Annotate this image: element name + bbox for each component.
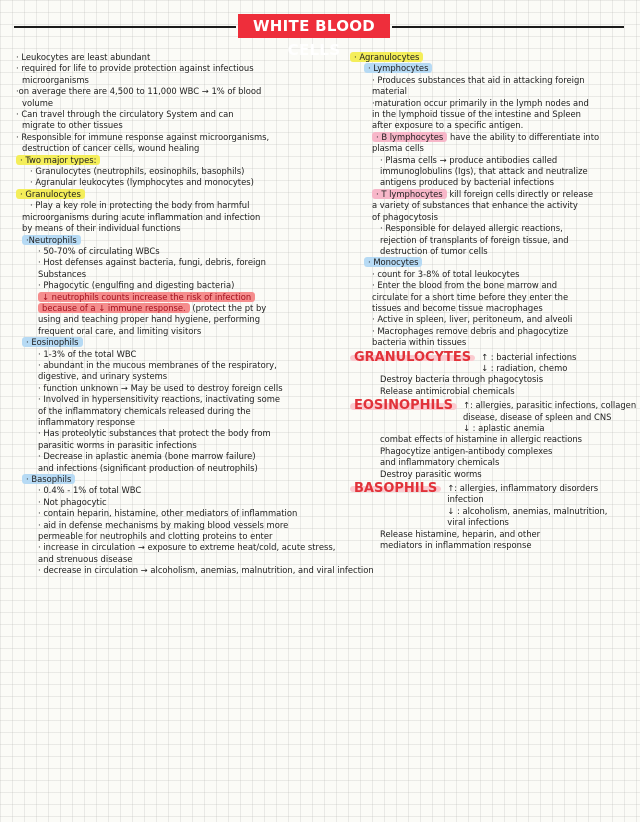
b-lymphocytes-heading: · B lymphocytes (372, 132, 447, 142)
basophils-item: permeable for neutrophils and clotting proteins to enter (38, 531, 273, 542)
basophils-item: · increase in circulation → exposure to extreme heat/cold, acute stress, (38, 542, 336, 553)
granulocytes-summary-heading: GRANULOCYTES (350, 352, 475, 363)
basophils-item: · 0.4% - 1% of total WBC (38, 485, 142, 496)
lymphocytes-item: ·maturation occur primarily in the lymph nodes and (372, 97, 589, 108)
granulocytes-desc: · Play a key role in protecting the body from harmful (30, 200, 250, 211)
eosinophils-heading: · Eosinophils (22, 337, 83, 347)
granulocytes-function: Release antimicrobial chemicals (380, 385, 515, 396)
eosinophils-item: · 1-3% of the total WBC (38, 348, 137, 359)
eosinophils-item: · abundant in the mucous membranes of the respiratory, (38, 359, 277, 370)
eosinophils-function: Destroy parasitic worms (380, 468, 482, 479)
eosinophils-item: and infections (significant production of neutrophils) (38, 462, 258, 473)
neutrophils-heading: ·Neutrophils (22, 235, 81, 245)
monocytes-item: tissues and become tissue macrophages (372, 302, 543, 313)
t-lymphocytes-desc: kill foreign cells directly or release (446, 188, 594, 199)
intro-line: microorganisms (22, 74, 89, 85)
intro-line: · Responsible for immune response against microorganisms, (16, 131, 270, 142)
eosinophils-change: ↓ : aplastic anemia (462, 423, 545, 433)
intro-line: · Leukocytes are least abundant (16, 52, 151, 62)
lymphocytes-item: in the lymphoid tissue of the intestine and Spleen (372, 109, 581, 120)
eosinophils-item: · function unknown → May be used to destroy foreign cells (38, 382, 283, 393)
plasma-cells-item: immunoglobulins (Igs), that attack and neutralize (380, 166, 588, 177)
intro-line: · required for life to provide protection against infectious (16, 63, 254, 74)
basophils-item: · aid in defense mechanisms by making blood vessels more (38, 519, 289, 530)
eosinophils-item: inflammatory response (38, 417, 135, 427)
monocytes-heading: · Monocytes (364, 257, 422, 267)
neutrophils-warning-tail: (protect the pt by (189, 302, 267, 313)
intro-line: ·on average there are 4,500 to 11,000 WBC → 1% of blood (16, 86, 262, 97)
eosinophils-summary-heading: EOSINOPHILS (350, 400, 457, 411)
basophils-summary (350, 483, 632, 529)
title-rule-left (14, 26, 236, 28)
lymphocytes-item: material (372, 86, 407, 97)
monocytes-item: bacteria within tissues (372, 337, 467, 348)
two-major-item: · Agranular leukocytes (lymphocytes and monocytes) (30, 177, 254, 188)
t-lymphocytes-desc: a variety of substances that enhance the activity (372, 200, 578, 211)
lymphocytes-item: after exposure to a specific antigen. (372, 120, 524, 131)
basophils-item: · decrease in circulation → alcoholism, anemias, malnutrition, and viral infection (38, 565, 374, 576)
eosinophils-item: digestive, and urinary systems (38, 371, 168, 382)
neutrophils-item: · 50-70% of circulating WBCs (38, 245, 160, 256)
eosinophils-item: of the inflammatory chemicals released during the (38, 405, 251, 416)
neutrophils-item: · Host defenses against bacteria, fungi, debris, foreign (38, 257, 266, 268)
plasma-cells-item: · Plasma cells → produce antibodies called (380, 154, 558, 165)
granulocytes-change: ↑ : bacterial infections (481, 351, 577, 362)
monocytes-item: · Enter the blood from the bone marrow and (372, 280, 558, 291)
basophils-change: ↓ : alcoholism, anemias, malnutrition, (447, 505, 608, 516)
eosinophils-item: parasitic worms in parasitic infections (38, 439, 197, 450)
basophils-function: mediators in inflammation response (380, 540, 532, 551)
t-lymphocytes-item: rejection of transplants of foreign tissue, and (380, 234, 569, 245)
eosinophils-item: · Has proteolytic substances that protect the body from (38, 428, 271, 439)
neutrophils-item: Substances (38, 268, 87, 279)
monocytes-item: circulate for a short time before they enter the (372, 291, 569, 302)
intro-line: migrate to other tissues (22, 120, 123, 131)
basophils-function: Release histamine, heparin, and other (380, 528, 541, 539)
t-lymphocytes-heading: · T lymphocytes (372, 189, 447, 199)
monocytes-item: · count for 3-8% of total leukocytes (372, 268, 520, 279)
eosinophils-change: disease, disease of spleen and CNS (462, 411, 612, 422)
basophils-change: ↑: allergies, inflammatory disorders (447, 483, 599, 494)
two-major-types-heading: · Two major types: (16, 155, 100, 165)
b-lymphocytes-desc: plasma cells (372, 143, 424, 154)
agranulocytes-heading: · Agranulocytes (350, 52, 423, 62)
plasma-cells-item: antigens produced by bacterial infections (380, 177, 554, 188)
eosinophils-item: · Decrease in aplastic anemia (bone marrow failure) (38, 451, 256, 462)
monocytes-item: · Active in spleen, liver, peritoneum, and alveoli (372, 314, 573, 325)
eosinophils-item: · Involved in hypersensitivity reactions, inactivating some (38, 394, 281, 405)
granulocytes-desc: microorganisms during acute inflammation and infection (22, 211, 261, 222)
lymphocytes-heading: · Lymphocytes (364, 63, 432, 73)
eosinophils-summary (350, 398, 637, 434)
eosinophils-change: ↑: allergies, parasitic infections, collagen (462, 400, 637, 411)
granulocytes-function: Destroy bacteria through phagocytosis (380, 374, 544, 385)
basophils-item: and strenuous disease (38, 553, 133, 564)
title-rule-right (392, 26, 624, 28)
intro-line: volume (22, 97, 54, 108)
intro-line: destruction of cancer cells, wound healing (22, 143, 200, 154)
neutrophils-item: frequent oral care, and limiting visitors (38, 325, 202, 336)
eosinophils-function: Phagocytize antigen-antibody complexes (380, 445, 553, 456)
eosinophils-function: and inflammatory chemicals (380, 457, 500, 468)
granulocytes-heading: · Granulocytes (16, 189, 85, 199)
basophils-item: · Not phagocytic (38, 496, 107, 507)
granulocytes-change: ↓ : radiation, chemo (481, 362, 568, 373)
t-lymphocytes-desc: of phagocytosis (372, 211, 438, 222)
neutrophils-warning: because of a ↓ immune response. (38, 303, 190, 313)
neutrophils-item: · Phagocytic (engulfing and digesting bacteria) (38, 280, 235, 291)
t-lymphocytes-item: · Responsible for delayed allergic reactions, (380, 223, 563, 234)
basophils-change: viral infections (447, 517, 509, 528)
granulocytes-desc: by means of their individual functions (22, 223, 181, 234)
eosinophils-function: combat effects of histamine in allergic reactions (380, 434, 583, 445)
basophils-summary-heading: BASOPHILS (350, 483, 441, 494)
neutrophils-warning: ↓ neutrophils counts increase the risk of infection (38, 292, 255, 302)
page-title: WHITE BLOOD CELLS (238, 14, 390, 38)
two-major-item: · Granulocytes (neutrophils, eosinophils, basophils) (30, 166, 245, 177)
lymphocytes-item: · Produces substances that aid in attacking foreign (372, 74, 585, 85)
left-column (16, 52, 374, 577)
basophils-item: · contain heparin, histamine, other mediators of inflammation (38, 508, 298, 519)
right-column (350, 52, 637, 551)
intro-line: · Can travel through the circulatory System and can (16, 109, 234, 120)
b-lymphocytes-desc: have the ability to differentiate into (447, 131, 600, 142)
basophils-change: infection (447, 494, 484, 505)
neutrophils-item: using and teaching proper hand hygiene, performing (38, 314, 261, 325)
basophils-heading: · Basophils (22, 474, 75, 484)
t-lymphocytes-item: destruction of tumor cells (380, 245, 488, 256)
monocytes-item: · Macrophages remove debris and phagocytize (372, 325, 569, 336)
granulocytes-summary (350, 349, 632, 375)
